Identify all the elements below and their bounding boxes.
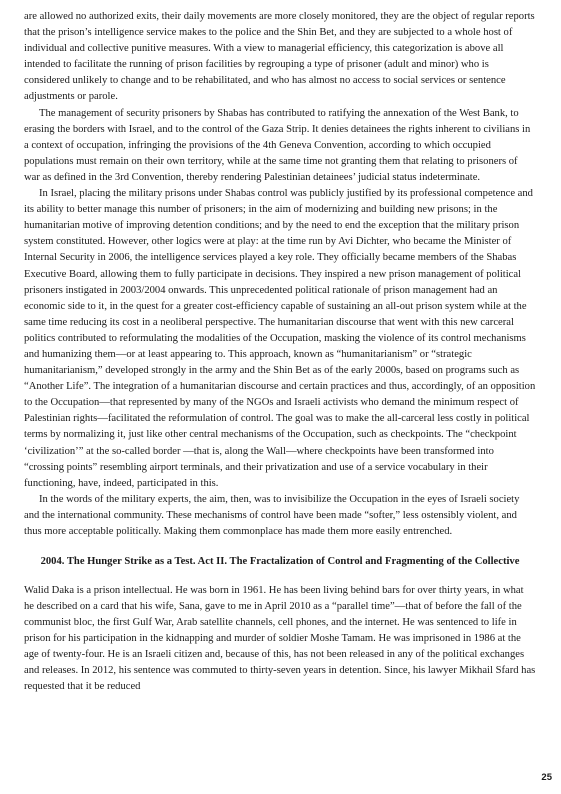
body-paragraph-3: In Israel, placing the military prisons under Shabas control was publicly justified by its professional competence and its ability to better manage this number of prisoners; in the aim of modernizing and building new prisons; in the humanitarian motive of improving detention conditions; and by the need to end the exception that the military prison system constituted. However, other logics were at play: at the time run by Avi Dichter, who became the Minister of Internal Security in 2006, the intelligence services played a key role. They officially became members of the Shabas Executive Board, allowing them to fully participate in decisions. They inspired a new prison management of political prisoners instigated in 2003/2004 onwards. This unprecedented political rationale of prison management had an economic side to it, in the quest for a greater cost-efficiency capable of sustaining an all-out prison system while at the same time reducing its cost in a neoliberal perspective. The humanitarian discourse that went with this new carceral politics contributed to reformulating the modalities of the Occupation, masking the violence of its control mechanisms and humanizing them—or at least appearing to. This approach, known as “humanitarianism” or “strategic humanitarianism,” developed strongly in the army and the Shin Bet as of the early 2000s, based on programs such as “Another Life”. The integration of a humanitarian discourse and certain practices and thus, accordingly, of an opposition to the Occupation—that represented by many of the NGOs and Israeli activists who demand the minimum respect of Palestinian rights—facilitated the reformulation of control. The goal was to make the all-carceral less costly in political terms by normalizing it, just like other central mechanisms of the Occupation, such as checkpoints. The “checkpoint ‘civilization’” at the so-called border —that is, along the Wall—where checkpoints have been transformed into “crossing points” resembling airport terminals, and their privatization and use of a service vocabulary in their functioning, have, indeed, participated in this. [24,188,536,489]
body-paragraph-1: are allowed no authorized exits, their daily movements are more closely monitored, they are the object of regular reports that the prison’s intelligence service makes to the police and the Shin Bet, and they are subjected to a whole host of individual and collective punitive measures. With a view to managerial efficiency, this categorization is above all intended to facilitate the running of prison facilities by regrouping a type of prisoner (adult and minor) who is considered unlikely to change and to be rehabilitated, and who has almost no access to social services or sentence adjustments or parole. [24,11,535,103]
document-page [24,9,536,695]
section-heading: 2004. The Hunger Strike as a Test. Act II. The Fractalization of Control and Fragmenting of the Collective [40,556,520,568]
section-paragraph: Walid Daka is a prison intellectual. He was born in 1961. He has been living behind bars for over thirty years, in what he described on a card that his wife, Sana, gave to me in April 2010 as a “parallel time”—that of before the fall of the communist bloc, the first Gulf War, Arab satellite channels, cell phones, and the internet. He was sentenced to life in prison for his participation in the kidnapping and murder of soldier Moshe Tamam. He was imprisoned in 1986 at the age of twenty-four. He is an Israeli citizen and, because of this, has not been released in any of the political exchanges and releases. In 2012, his sentence was commuted to thirty-seven years in detention. Since, his lawyer Mikhail Sfard has requested that it be reduced [24,584,536,693]
body-paragraph-4: In the words of the military experts, the aim, then, was to invisibilize the Occupation in the eyes of Israeli society and the international community. These mechanisms of control have been made “softer,” less ostensibly violent, and thus more acceptable politically. Making them commonplace has made them more easily entrenched. [24,493,520,537]
page-number: 25 [541,772,552,783]
body-paragraph-2: The management of security prisoners by Shabas has contributed to ratifying the annexation of the West Bank, to erasing the borders with Israel, and to the control of the Gaza Strip. It denies detainees the rights inherent to civilians in a context of occupation, infringing the provisions of the 4th Geneva Convention, according to which occupied populations must remain on their own territory, while at the same time not granting them that relating to prisoners of war as defined in the 3rd Convention, thereby rendering Palestinian detainees’ judicial status indeterminate. [24,107,531,183]
